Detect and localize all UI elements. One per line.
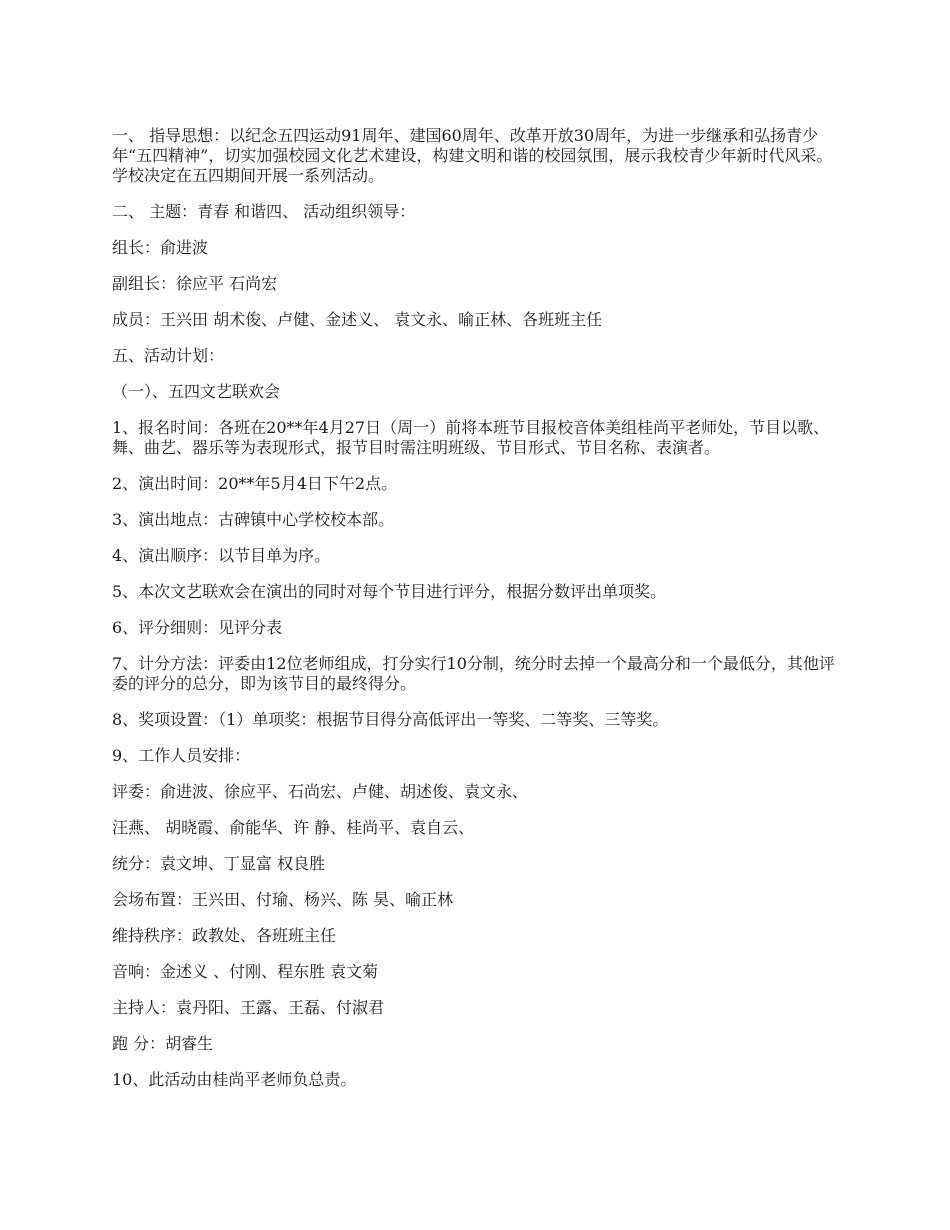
staff-runner-line: 跑 分：胡睿生 [112, 1034, 214, 1053]
item-show-location: 3、演出地点：古碑镇中心学校校本部。 [112, 510, 395, 529]
item-scoring-rules: 6、评分细则：见评分表 [112, 618, 283, 637]
guiding-ideology-paragraph: 一、 指导思想：以纪念五四运动91周年、建国60周年、改革开放30周年，为进一步继承和弘扬青少年“五四精神”，切实加强校园文化艺术建设，构建文明和谐的校园氛围，展示我校青少年新时代风采。学校决定在五四期间开展一系列活动。 [112, 126, 833, 185]
members-line: 成员：王兴田 胡术俊、卢健、金述义、 袁文永、喻正林、各班班主任 [112, 310, 603, 329]
staff-hosts-line: 主持人：袁丹阳、王露、王磊、付淑君 [112, 998, 385, 1017]
activity-plan-heading: 五、活动计划： [112, 346, 225, 365]
theme-paragraph: 二、 主题：青春 和谐四、 活动组织领导： [112, 202, 416, 221]
item-staff-heading: 9、工作人员安排： [112, 746, 251, 765]
item-awards: 8、奖项设置：（1）单项奖：根据节目得分高低评出一等奖、二等奖、三等奖。 [112, 710, 669, 729]
staff-order-line: 维持秩序：政教处、各班班主任 [112, 926, 337, 945]
item-show-order: 4、演出顺序：以节目单为序。 [112, 546, 331, 565]
item-scoring-note: 5、本次文艺联欢会在演出的同时对每个节目进行评分，根据分数评出单项奖。 [112, 582, 667, 601]
staff-sound-line: 音响：金述义 、付刚、程东胜 袁文菊 [112, 962, 379, 981]
item-scoring-method: 7、计分方法：评委由12位老师组成，打分实行10分制，统分时去掉一个最高分和一个最低分，其他评委的评分的总分，即为该节目的最终得分。 [112, 654, 835, 693]
item-registration: 1、报名时间：各班在20**年4月27日（周一）前将本班节目报校音体美组桂尚平老师处，节目以歌、舞、曲艺、器乐等为表现形式，报节目时需注明班级、节目形式、节目名称、表演者。 [112, 418, 830, 457]
section-gala-heading: （一）、五四文艺联欢会 [112, 382, 281, 401]
document-page [112, 126, 840, 1106]
item-responsibility: 10、此活动由桂尚平老师负总责。 [112, 1070, 357, 1089]
staff-venue-line: 会场布置：王兴田、付瑜、杨兴、陈 昊、喻正林 [112, 890, 454, 909]
group-leader-line: 组长：俞进波 [112, 238, 209, 257]
staff-tally-line: 统分：袁文坤、丁显富 权良胜 [112, 854, 326, 873]
staff-judges-line-1: 评委：俞进波、徐应平、石尚宏、卢健、胡述俊、袁文永、 [112, 782, 529, 801]
staff-judges-line-2: 汪燕、 胡晓霞、俞能华、许 静、桂尚平、袁自云、 [112, 818, 475, 837]
item-show-time: 2、演出时间：20**年5月4日下午2点。 [112, 474, 398, 493]
deputy-leader-line: 副组长：徐应平 石尚宏 [112, 274, 278, 293]
